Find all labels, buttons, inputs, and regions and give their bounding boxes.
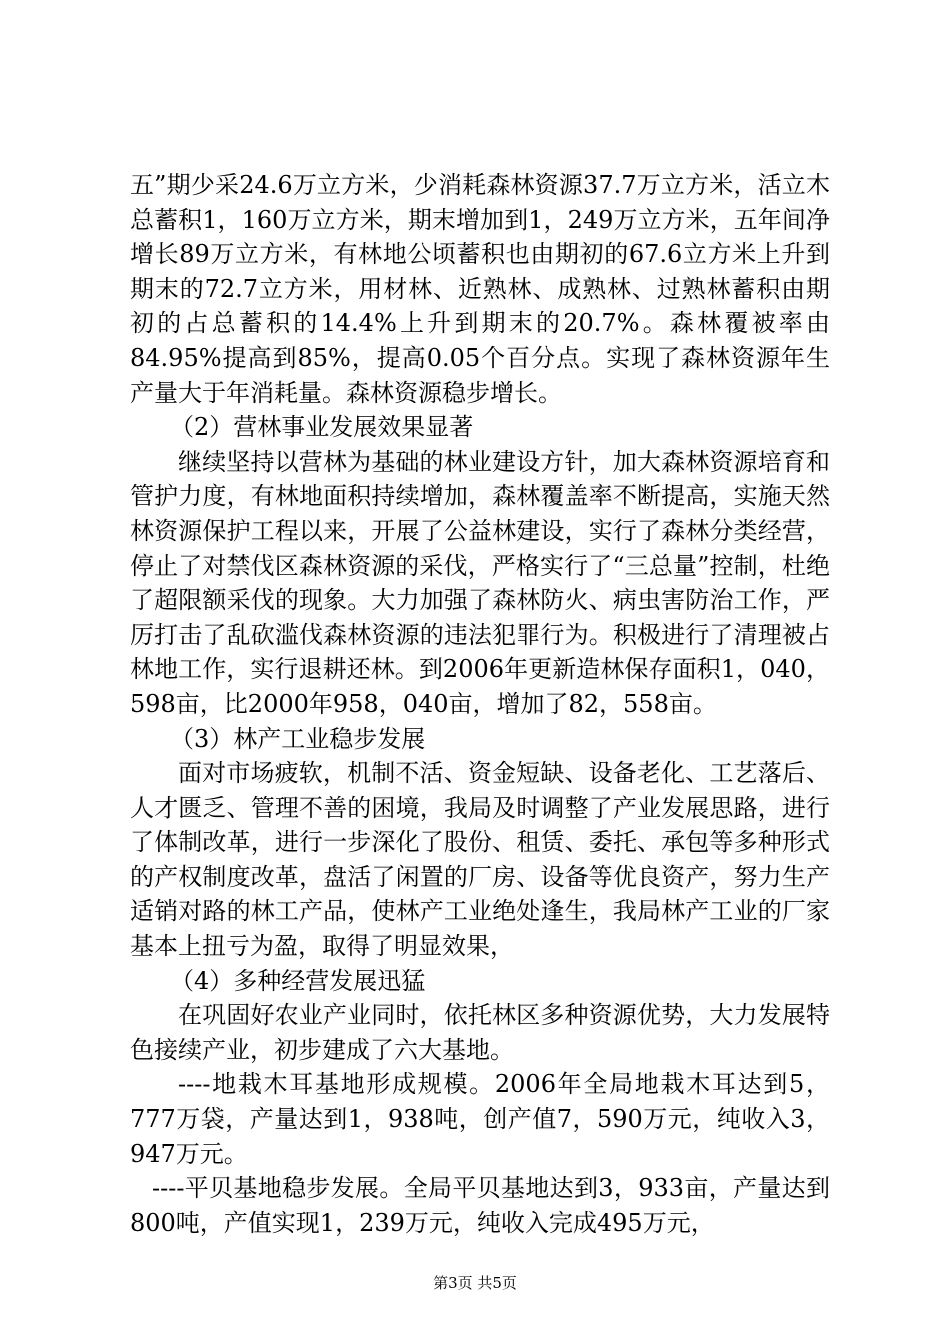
page-number-footer: 第3页 共5页 bbox=[433, 1274, 517, 1292]
paragraph-fungus-base: ----地栽木耳基地形成规模。2006年全局地栽木耳达到5，777万袋，产量达到1，938吨，创产值7，590万元，纯收入3，947万元。 bbox=[130, 1070, 830, 1168]
paragraph-diversified-operations: 在巩固好农业产业同时，依托林区多种资源优势，大力发展特色接续产业，初步建成了六大基地。 bbox=[130, 1001, 830, 1064]
paragraph-forest-resources: 五”期少采24.6万立方米，少消耗森林资源37.7万立方米，活立木总蓄积1，160万立方米，期末增加到1，249万立方米，五年间净增长89万立方米，有林地公顷蓄积也由期初的67.6立方米上升到期末的72.7立方米，用材林、近熟林、成熟林、过熟林蓄积由期初的占总蓄积的14.4%上升到期末的20.7%。森林覆被率由84.95%提高到85%，提高0.05个百分点。实现了森林资源年生产量大于年消耗量。森林资源稳步增长。 bbox=[130, 171, 830, 407]
document-body bbox=[130, 168, 830, 1240]
section-heading-forest-industry: （3）林产工业稳步发展 bbox=[170, 724, 426, 753]
paragraph-fritillaria-base: ----平贝基地稳步发展。全局平贝基地达到3，933亩，产量达到800吨，产值实现1，239万元，纯收入完成495万元， bbox=[130, 1174, 830, 1237]
paragraph-silviculture: 继续坚持以营林为基础的林业建设方针，加大森林资源培育和管护力度，有林地面积持续增加，森林覆盖率不断提高，实施天然林资源保护工程以来，开展了公益林建设，实行了森林分类经营，停止了对禁伐区森林资源的采伐，严格实行了“三总量”控制，杜绝了超限额采伐的现象。大力加强了森林防火、病虫害防治工作，严厉打击了乱砍滥伐森林资源的违法犯罪行为。积极进行了清理被占林地工作，实行退耕还林。到2006年更新造林保存面积1，040，598亩，比2000年958，040亩，增加了82，558亩。 bbox=[130, 447, 830, 718]
paragraph-forest-industry: 面对市场疲软，机制不活、资金短缺、设备老化、工艺落后、人才匮乏、管理不善的困境，我局及时调整了产业发展思路，进行了体制改革，进行一步深化了股份、租赁、委托、承包等多种形式的产权制度改革，盘活了闲置的厂房、设备等优良资产，努力生产适销对路的林工产品，使林产工业绝处逢生，我局林产工业的厂家基本上扭亏为盈，取得了明显效果， bbox=[130, 759, 830, 961]
section-heading-silviculture: （2）营林事业发展效果显著 bbox=[170, 413, 474, 442]
section-heading-diversified-operations: （4）多种经营发展迅猛 bbox=[170, 966, 426, 995]
